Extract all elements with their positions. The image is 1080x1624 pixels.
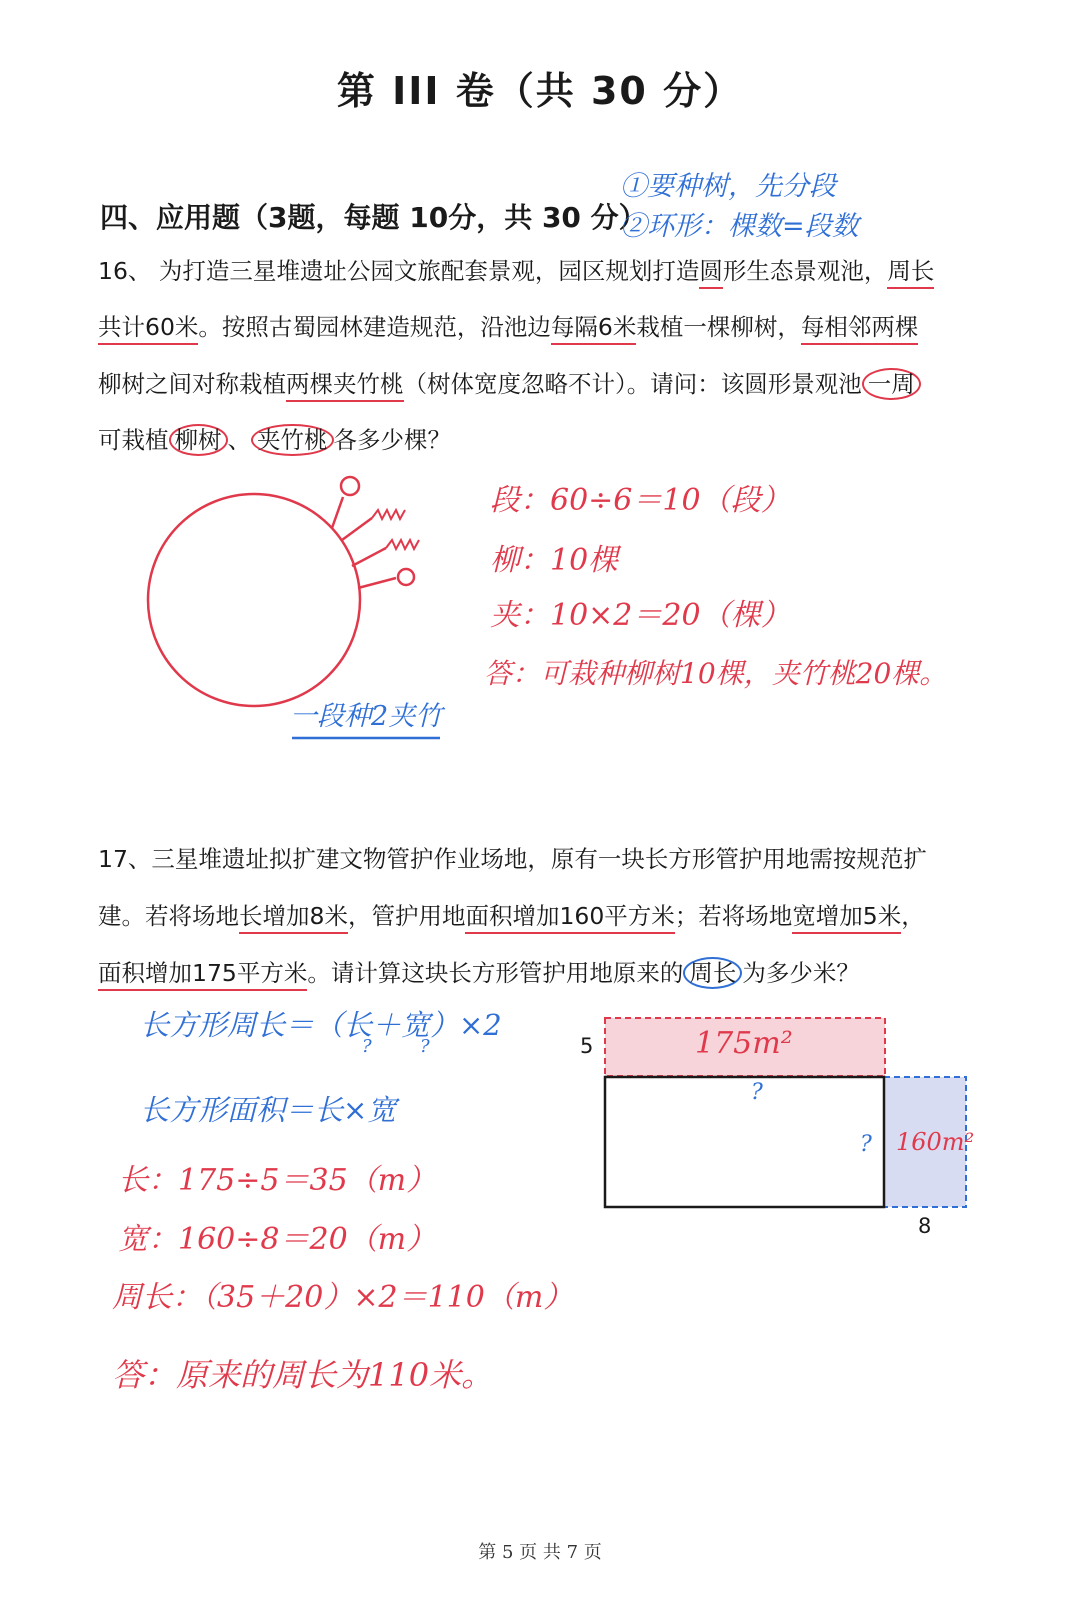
q16-underline-circle: 圆 [699, 257, 723, 289]
diagram-label-5: 5 [580, 1034, 594, 1058]
willow-tree-2 [398, 569, 414, 585]
original-rectangle [605, 1077, 884, 1207]
q16-underline-60m: 共计60米 [98, 313, 198, 345]
pond-circle [148, 494, 360, 706]
q17-work-perimeter: 周长：（35＋20）×2＝110（m） [112, 1280, 574, 1315]
note-plant-trees: ①要种树，先分段 [620, 171, 836, 202]
q17-work-width: 宽：160÷8＝20（m） [118, 1222, 437, 1257]
section-heading: 四、应用题（3题，每题 10分，共 30 分） [100, 201, 647, 234]
q16-work-segments: 段：60÷6＝10（段） [490, 483, 791, 518]
q17-underline-length-8: 长增加8米 [239, 902, 348, 934]
q16-work-willow: 柳：10棵 [490, 543, 619, 578]
oleander-2 [386, 540, 419, 549]
q17-circled-perimeter: 周长 [683, 957, 742, 989]
q17-formula-q-width: ? [420, 1036, 430, 1057]
q16-text: 可栽植 [98, 426, 169, 454]
q17-text: ， [901, 902, 925, 930]
q16-text: （树体宽度忽略不计）。请问：该圆形景观池 [403, 370, 862, 398]
q17-work-length: 长：175÷5＝35（m） [118, 1163, 437, 1198]
diagram-area-175: 175m² [695, 1026, 793, 1061]
diagram-q-length: ? [751, 1080, 763, 1105]
q16-text: 16、 为打造三星堆遗址公园文旅配套景观，园区规划打造 [98, 257, 700, 285]
q16-circled-willow: 柳树 [169, 424, 228, 456]
q16-text: 。按照古蜀园林建造规范，沿池边 [198, 313, 551, 341]
diagram-area-160: 160m² [896, 1128, 975, 1156]
oleander-1 [372, 510, 405, 519]
q16-text: 各多少棵？ [333, 426, 451, 454]
page-title: 第 III 卷（共 30 分） [336, 69, 744, 113]
willow-tree-1 [341, 477, 359, 495]
q17-underline-width-5: 宽增加5米 [792, 902, 901, 934]
q16-work-oleander: 夹：10×2＝20（棵） [490, 598, 791, 633]
q17-text: ，管护用地 [347, 902, 466, 930]
q16-text: 柳树之间对称栽植 [98, 370, 286, 398]
q17-text: ；若将场地 [674, 902, 793, 930]
q17-text: 。请计算这块长方形管护用地原来的 [307, 959, 684, 987]
q16-underline-two-oleanders: 两棵夹竹桃 [286, 370, 404, 402]
q16-circled-loop: 一周 [862, 368, 921, 400]
q17-line-2 [98, 897, 925, 931]
willow-stem-2 [358, 578, 396, 588]
willow-stem-1 [332, 497, 343, 528]
q16-text: 栽植一棵柳树， [636, 313, 801, 341]
q17-answer: 答：原来的周长为110米。 [112, 1356, 494, 1394]
note-ring-rule: ②环形：棵数=段数 [620, 211, 859, 242]
diagram-label-8: 8 [918, 1214, 932, 1238]
q17-text: 建。若将场地 [98, 902, 239, 930]
q16-figure-caption: 一段种2夹竹 [290, 701, 443, 732]
q16-underline-interval: 每隔6米 [551, 313, 636, 345]
q16-underline-adjacent: 每相邻两棵 [801, 313, 919, 345]
q17-line-1: 17、三星堆遗址拟扩建文物管护作业场地，原有一块长方形管护用地需按规范扩 [98, 845, 927, 873]
q17-underline-area-160: 面积增加160平方米 [465, 902, 674, 934]
q16-text: 、 [227, 426, 251, 454]
q16-answer: 答：可栽种柳树10棵，夹竹桃20棵。 [484, 657, 948, 690]
q17-text: 为多少米？ [742, 959, 860, 987]
q17-line-3 [98, 954, 860, 988]
page-footer: 第 5 页 共 7 页 [478, 1542, 602, 1563]
q16-text: 形生态景观池， [722, 257, 888, 285]
q16-underline-perimeter: 周长 [887, 257, 934, 289]
oleander-stem-2 [352, 548, 386, 566]
oleander-stem-1 [342, 518, 372, 540]
diagram-q-width: ? [860, 1132, 872, 1157]
q16-circled-oleander: 夹竹桃 [251, 424, 334, 456]
q17-underline-area-175: 面积增加175平方米 [98, 959, 307, 991]
q17-formula-area: 长方形面积＝长×宽 [140, 1093, 397, 1127]
q17-formula-q-length: ? [362, 1036, 372, 1057]
q17-formula-perimeter: 长方形周长＝（长＋宽）×2 [140, 1008, 502, 1042]
